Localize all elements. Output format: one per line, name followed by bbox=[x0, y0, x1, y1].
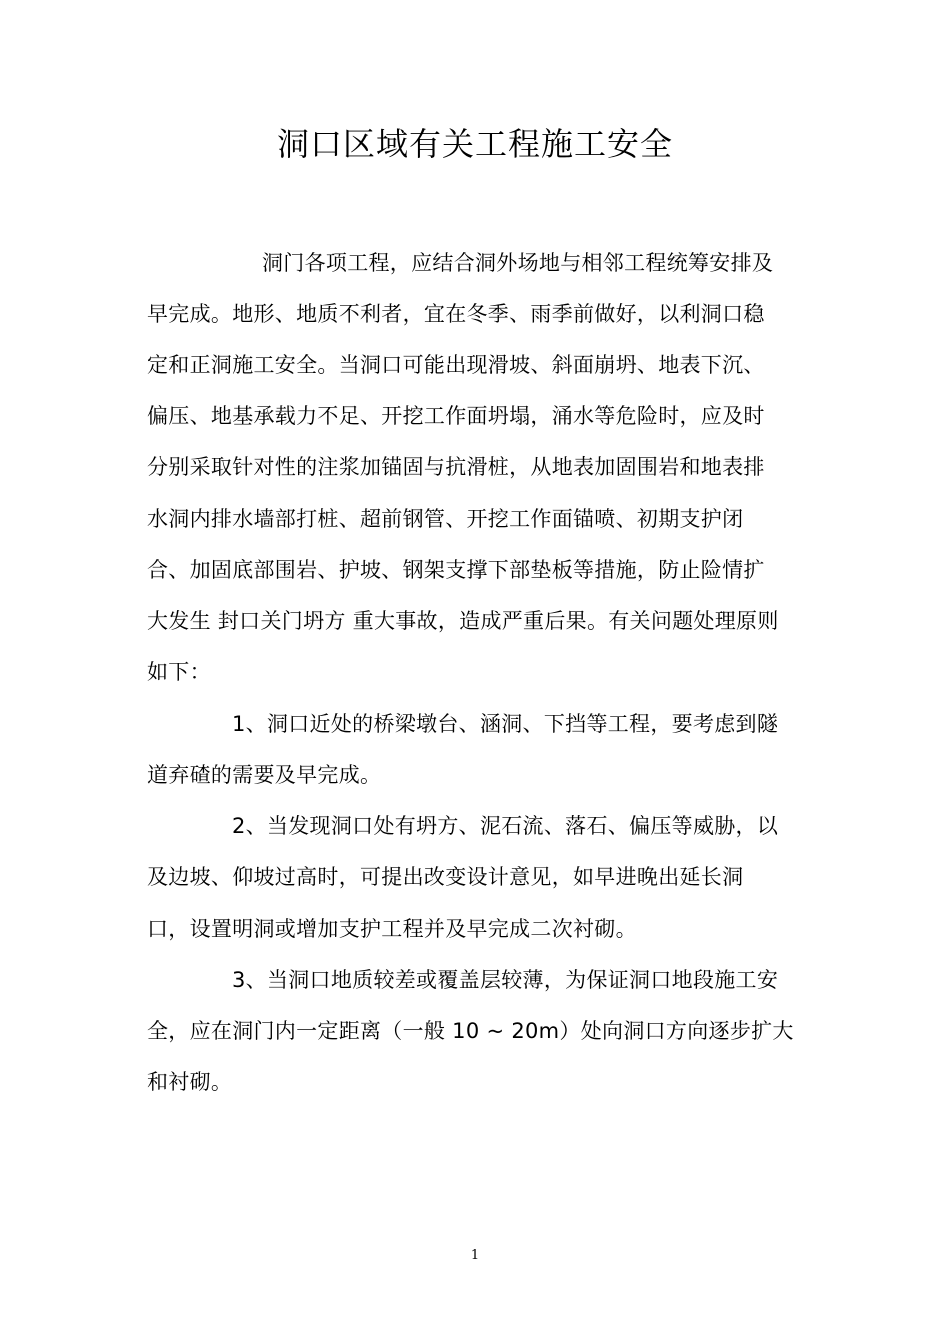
paragraph-1-line-2: 早完成。地形、地质不利者，宜在冬季、雨季前做好，以利洞口稳 bbox=[147, 302, 765, 326]
paragraph-1-line-6: 水洞内排水墙部打桩、超前钢管、开挖工作面锚喷、初期支护闭 bbox=[147, 507, 744, 531]
paragraph-1-line-3: 定和正洞施工安全。当洞口可能出现滑坡、斜面崩坍、地表下沉、 bbox=[147, 353, 765, 377]
page-number: 1 bbox=[470, 1248, 480, 1263]
item-1-line-2: 道弃碴的需要及早完成。 bbox=[147, 763, 382, 787]
item-2-line-1: 2、当发现洞口处有坍方、泥石流、落石、偏压等威胁，以 bbox=[232, 814, 779, 838]
item-3-line-1: 3、当洞口地质较差或覆盖层较薄，为保证洞口地段施工安 bbox=[232, 968, 779, 992]
item-1-line-1: 1、洞口近处的桥梁墩台、涵洞、下挡等工程，要考虑到隧 bbox=[232, 712, 779, 736]
document-title: 洞口区域有关工程施工安全 bbox=[276, 125, 673, 163]
paragraph-1-line-1: 洞门各项工程，应结合洞外场地与相邻工程统筹安排及 bbox=[262, 251, 774, 275]
item-2-line-3: 口，设置明洞或增加支护工程并及早完成二次衬砌。 bbox=[147, 917, 637, 941]
paragraph-1-line-5: 分别采取针对性的注浆加锚固与抗滑桩，从地表加固围岩和地表排 bbox=[147, 455, 765, 479]
item-2-line-2: 及边坡、仰坡过高时，可提出改变设计意见，如早进晚出延长洞 bbox=[147, 865, 744, 889]
item-3-line-2: 全，应在洞门内一定距离（一般 10 ~ 20m）处向洞口方向逐步扩大 bbox=[147, 1019, 794, 1043]
paragraph-1-line-9: 如下： bbox=[147, 660, 211, 684]
paragraph-1-line-8: 大发生 封口关门坍方 重大事故，造成严重后果。有关问题处理原则 bbox=[147, 609, 779, 633]
item-3-line-3: 和衬砌。 bbox=[147, 1070, 233, 1094]
paragraph-1-line-4: 偏压、地基承载力不足、开挖工作面坍塌，涌水等危险时，应及时 bbox=[147, 404, 765, 428]
paragraph-1-line-7: 合、加固底部围岩、护坡、钢架支撑下部垫板等措施，防止险情扩 bbox=[147, 558, 765, 582]
